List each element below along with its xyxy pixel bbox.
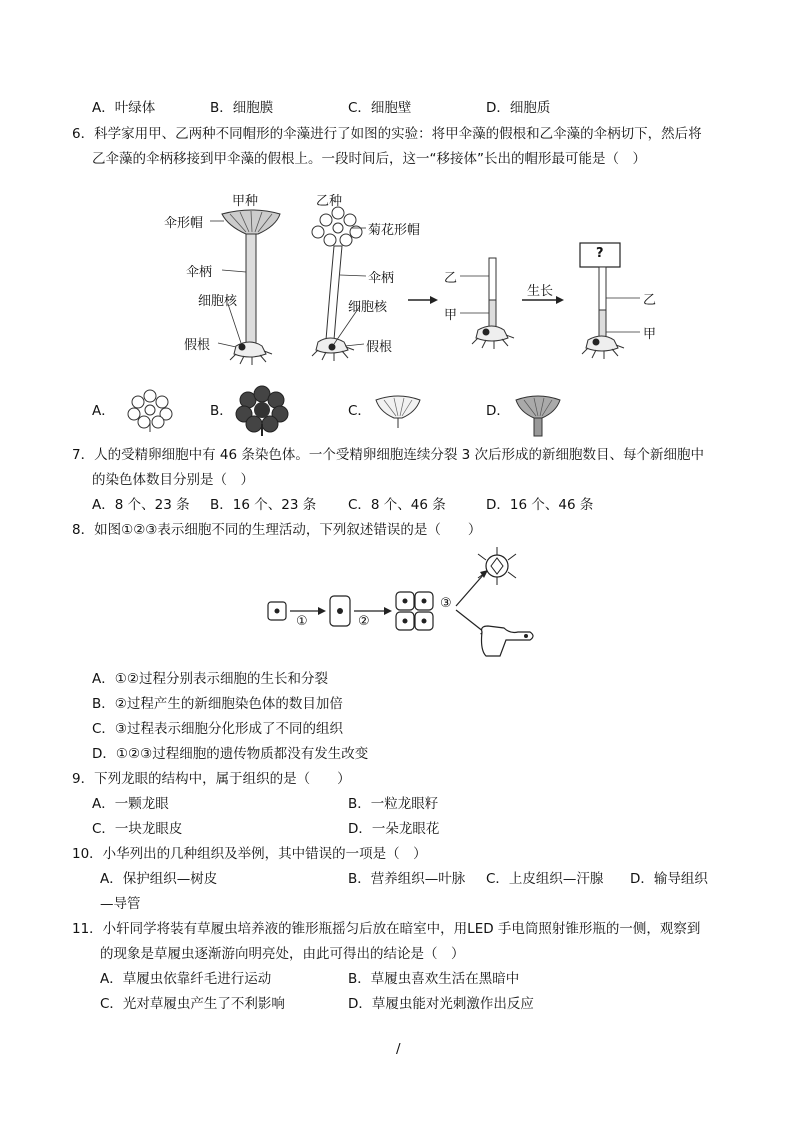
q9-option-d: D．一朵龙眼花	[348, 821, 440, 837]
q10-option-d: D．输导组织	[630, 871, 708, 887]
q7-option-b: B．16 个、23 条	[210, 497, 317, 513]
q10-option-a: A．保护组织—树皮	[100, 871, 218, 887]
label-nucleus-left: 细胞核	[198, 294, 238, 309]
q6-option-b: B．	[210, 403, 233, 419]
q11-option-b: B．草履虫喜欢生活在黑暗中	[348, 971, 520, 987]
label-result-jia: 甲	[643, 327, 657, 342]
q11-stem-line2: 的现象是草履虫逐渐游向明亮处，由此可得出的结论是（ ）	[100, 946, 465, 962]
q8-option-d: D．①②③过程细胞的遗传物质都没有发生改变	[92, 746, 369, 762]
muscle-cell-shape	[482, 626, 534, 656]
label-stalk-right: 伞柄	[368, 271, 395, 286]
q8-option-b: B．②过程产生的新细胞染色体的数目加倍	[92, 696, 343, 712]
q8-option-a: A．①②过程分别表示细胞的生长和分裂	[92, 671, 328, 687]
label-chrysanthemum-cap: 菊花形帽	[368, 223, 421, 238]
q10-option-c: C．上皮组织—汗腺	[486, 871, 604, 887]
q6-option-c: C．	[348, 403, 371, 419]
label-step2: ②	[358, 614, 370, 629]
q8-stem: 8．如图①②③表示细胞不同的生理活动，下列叙述错误的是（ ）	[72, 522, 482, 538]
q5-option-a: A．叶绿体	[92, 100, 156, 116]
label-step1: ①	[296, 614, 308, 629]
label-yi-species: 乙种	[316, 194, 343, 209]
label-stalk-left: 伞柄	[186, 265, 213, 280]
nerve-cell-shape	[478, 547, 516, 585]
divided-cells	[396, 592, 433, 630]
q7-stem-line2: 的染色体数目分别是（ ）	[92, 472, 254, 488]
q7-stem-line1: 7．人的受精卵细胞中有 46 条染色体。一个受精卵细胞连续分裂 3 次后形成的新细胞数目、每个新细胞中	[72, 447, 705, 463]
q10-option-d-continuation: —导管	[100, 896, 141, 912]
q9-option-b: B．一粒龙眼籽	[348, 796, 439, 812]
q10-stem: 10．小华列出的几种组织及举例，其中错误的一项是（ ）	[72, 846, 427, 862]
q5-option-b: B．细胞膜	[210, 100, 274, 116]
q9-option-c: C．一块龙眼皮	[92, 821, 183, 837]
label-grow: 生长	[527, 284, 554, 299]
label-graft-jia: 甲	[444, 308, 458, 323]
label-rhizoid-right: 假根	[366, 340, 393, 355]
q5-option-d: D．细胞质	[486, 100, 551, 116]
q6-stem-line1: 6．科学家用甲、乙两种不同帽形的伞藻进行了如图的实验：将甲伞藻的假根和乙伞藻的伞柄切下，然后将	[72, 126, 702, 142]
q10-option-b: B．营养组织—叶脉	[348, 871, 466, 887]
q11-option-d: D．草履虫能对光刺激作出反应	[348, 996, 534, 1012]
label-jia-species: 甲种	[232, 194, 259, 209]
label-step3: ③	[440, 596, 452, 611]
label-umbrella-cap: 伞形帽	[164, 216, 204, 231]
q11-stem-line1: 11．小轩同学将装有草履虫培养液的锥形瓶摇匀后放在暗室中，用LED 手电筒照射锥形瓶的一侧，观察到	[72, 921, 701, 937]
q7-option-a: A．8 个、23 条	[92, 497, 190, 513]
q6-option-a: A．	[92, 403, 115, 419]
q11-option-a: A．草履虫依靠纤毛进行运动	[100, 971, 272, 987]
q7-option-d: D．16 个、46 条	[486, 497, 594, 513]
q9-stem: 9．下列龙眼的结构中，属于组织的是（ ）	[72, 771, 351, 787]
q11-option-c: C．光对草履虫产生了不利影响	[100, 996, 285, 1012]
label-rhizoid-left: 假根	[184, 338, 211, 353]
label-question-mark: ?	[596, 246, 604, 261]
q8-option-c: C．③过程表示细胞分化形成了不同的组织	[92, 721, 344, 737]
q9-option-a: A．一颗龙眼	[92, 796, 169, 812]
q7-option-c: C．8 个、46 条	[348, 497, 446, 513]
label-result-yi: 乙	[643, 293, 657, 308]
q6-option-d: D．	[486, 403, 510, 419]
q5-option-c: C．细胞壁	[348, 100, 412, 116]
page-mark: /	[396, 1041, 401, 1057]
label-nucleus-right: 细胞核	[348, 300, 388, 315]
label-graft-yi: 乙	[444, 271, 458, 286]
q6-stem-line2: 乙伞藻的伞柄移接到甲伞藻的假根上。一段时间后，这一“移接体”长出的帽形最可能是（ ）	[92, 151, 646, 167]
